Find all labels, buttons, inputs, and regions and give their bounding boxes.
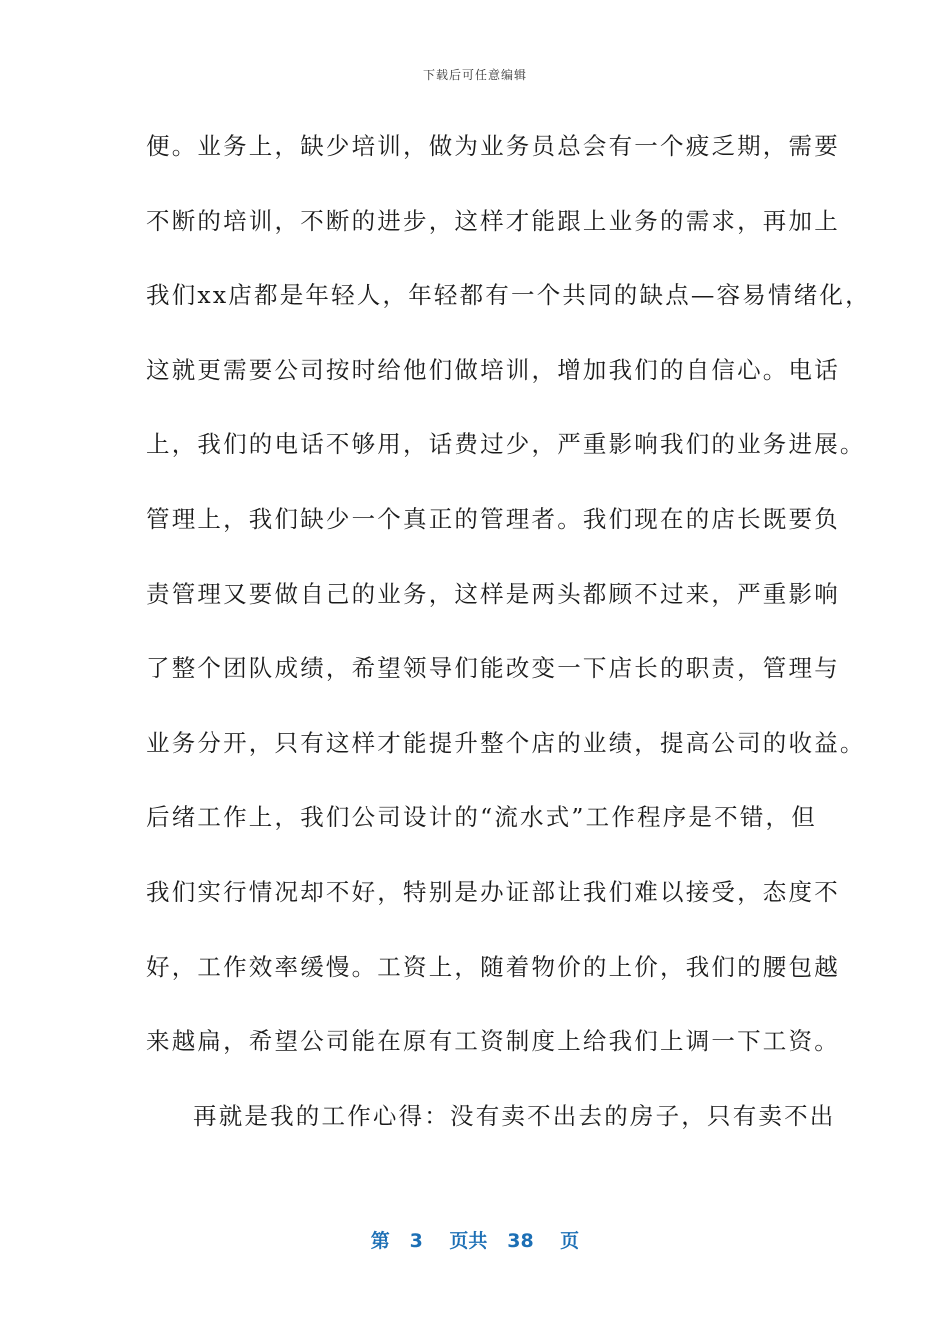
text-line: 业务分开，只有这样才能提升整个店的业绩，提高公司的收益。 (146, 728, 866, 757)
page-header: 下载后可任意编辑 (422, 68, 527, 82)
footer-prefix: 第 (370, 1230, 390, 1252)
text-line: 责管理又要做自己的业务，这样是两头都顾不过来，严重影响 (146, 579, 840, 608)
footer-middle: 页共 (449, 1230, 488, 1252)
text-line: 不断的培训，不断的进步，这样才能跟上业务的需求，再加上 (146, 206, 840, 235)
text-line: 我们实行情况却不好，特别是办证部让我们难以接受，态度不 (146, 877, 840, 906)
document-body (146, 122, 871, 1166)
footer-suffix: 页 (560, 1230, 580, 1252)
footer-page-number: 3 (409, 1230, 423, 1252)
text-line: 来越扁，希望公司能在原有工资制度上给我们上调一下工资。 (146, 1027, 840, 1056)
footer-total-pages: 38 (507, 1230, 534, 1252)
text-line: 好，工作效率缓慢。工资上，随着物价的上价，我们的腰包越 (146, 952, 840, 981)
text-line: 管理上，我们缺少一个真正的管理者。我们现在的店长既要负 (146, 504, 840, 533)
text-line: 便。业务上，缺少培训，做为业务员总会有一个疲乏期，需要 (146, 132, 840, 160)
text-line: 这就更需要公司按时给他们做培训，增加我们的自信心。电话 (146, 355, 840, 384)
text-line: 我们xx店都是年轻人，年轻都有一个共同的缺点—容易情绪化， (146, 281, 871, 310)
page-footer (0, 1226, 950, 1253)
text-line: 后绪工作上，我们公司设计的“流水式”工作程序是不错，但 (146, 803, 817, 832)
text-line: 上，我们的电话不够用，话费过少，严重影响我们的业务进展。 (146, 430, 866, 459)
text-line-indented: 再就是我的工作心得：没有卖不出去的房子，只有卖不出 (193, 1101, 836, 1130)
text-line: 了整个团队成绩，希望领导们能改变一下店长的职责，管理与 (146, 654, 840, 683)
